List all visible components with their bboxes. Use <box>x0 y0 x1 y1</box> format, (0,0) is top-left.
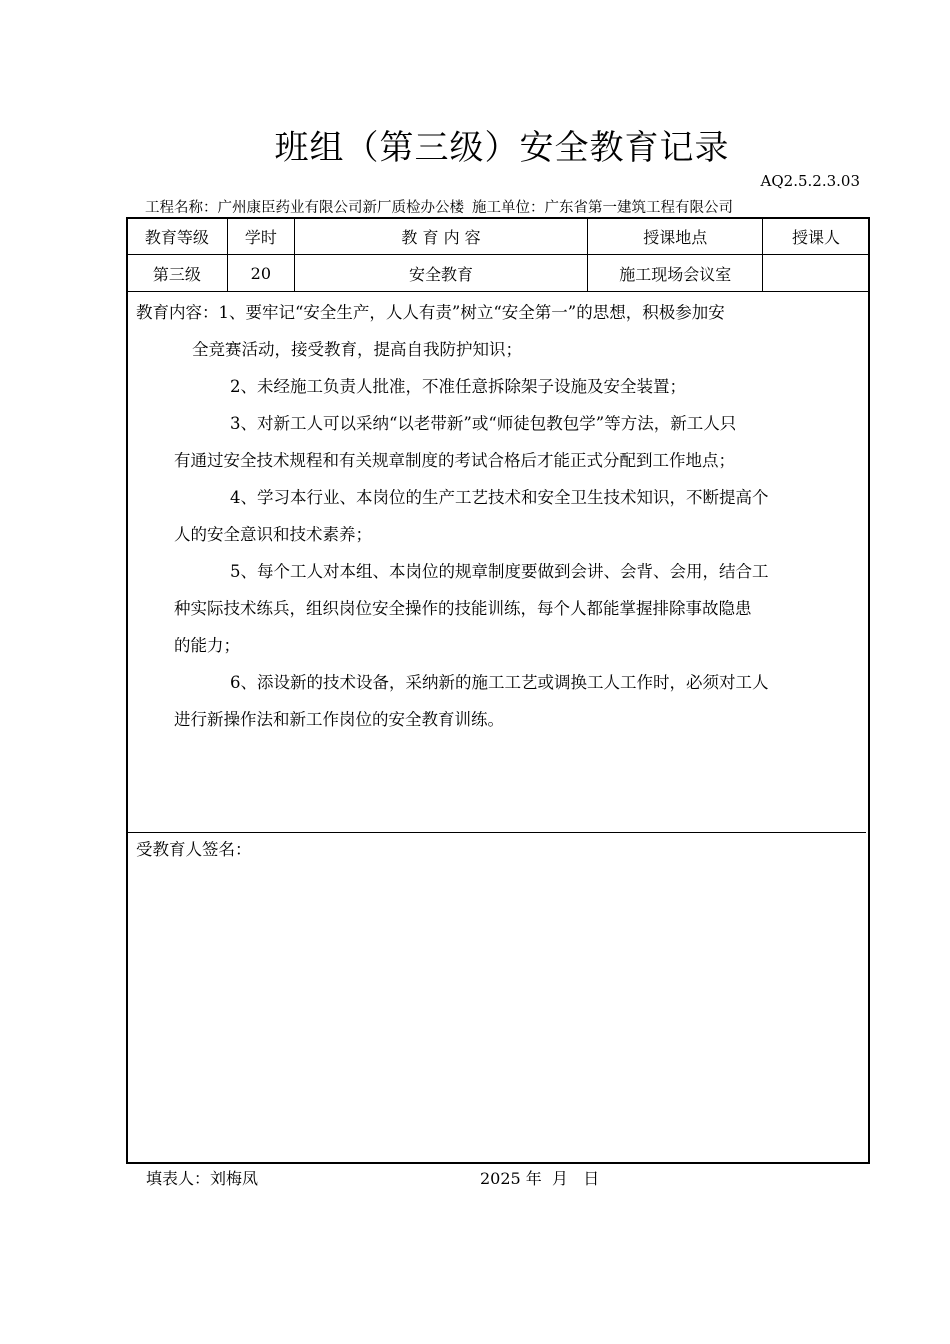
header-location: 授课地点 <box>588 218 763 255</box>
item2-text: 2、未经施工负责人批准，不准任意拆除架子设施及安全装置； <box>230 377 686 396</box>
cell-instructor <box>763 255 870 292</box>
table-row <box>127 255 870 292</box>
item3-continuation: 有通过安全技术规程和有关规章制度的考试合格后才能正式分配到工作地点； <box>174 451 735 470</box>
cell-level: 第三级 <box>127 255 228 292</box>
item4-first-line: 4、学习本行业、本岗位的生产工艺技术和安全卫生技术知识，不断提高个 <box>230 488 769 507</box>
header-content: 教 育 内 容 <box>294 218 588 255</box>
item5-continuation-1: 种实际技术练兵，组织岗位安全操作的技能训练，每个人都能掌握排除事故隐患 <box>174 599 752 618</box>
item6-continuation: 进行新操作法和新工作岗位的安全教育训练。 <box>174 710 504 729</box>
content-item-3 <box>128 405 866 479</box>
document-title: 班组（第三级）安全教育记录 <box>274 128 730 168</box>
content-item-4 <box>128 479 866 553</box>
item4-continuation: 人的安全意识和技术素养； <box>174 525 372 544</box>
filled-by: 填表人：刘梅凤 <box>146 1169 259 1188</box>
header-level: 教育等级 <box>127 218 228 255</box>
table-header-row <box>127 218 870 255</box>
content-item-1 <box>128 294 866 368</box>
signature-label: 受教育人签名： <box>136 840 252 859</box>
item6-first-line: 6、添设新的技术设备，采纳新的施工工艺或调换工人工作时，必须对工人 <box>230 673 769 692</box>
education-content <box>128 294 866 833</box>
item5-first-line: 5、每个工人对本组、本岗位的规章制度要做到会讲、会背、会用，结合工 <box>230 562 769 581</box>
cell-content: 安全教育 <box>294 255 588 292</box>
item1-continuation: 全竞赛活动，接受教育，提高自我防护知识； <box>192 340 522 359</box>
content-item-2 <box>128 368 866 405</box>
document-code: AQ2.5.2.3.03 <box>760 172 860 190</box>
item3-first-line: 3、对新工人可以采纳“以老带新”或“师徒包教包学”等方法，新工人只 <box>230 414 737 433</box>
content-label: 教育内容： <box>136 303 219 322</box>
project-info <box>145 196 741 217</box>
content-item-6 <box>128 664 866 738</box>
construction-unit: 施工单位：广东省第一建筑工程有限公司 <box>472 200 733 216</box>
item1-first-line: 1、要牢记“安全生产，人人有责”树立“安全第一”的思想，积极参加安 <box>218 303 725 322</box>
project-name: 工程名称：广州康臣药业有限公司新厂质检办公楼 <box>145 200 464 216</box>
cell-location: 施工现场会议室 <box>588 255 763 292</box>
header-hours: 学时 <box>227 218 294 255</box>
fill-date: 2025 年 月 日 <box>480 1169 600 1188</box>
header-instructor: 授课人 <box>763 218 870 255</box>
content-item-5 <box>128 553 866 664</box>
cell-hours: 20 <box>227 255 294 292</box>
info-table <box>126 217 870 292</box>
item5-continuation-2: 的能力； <box>174 636 240 655</box>
